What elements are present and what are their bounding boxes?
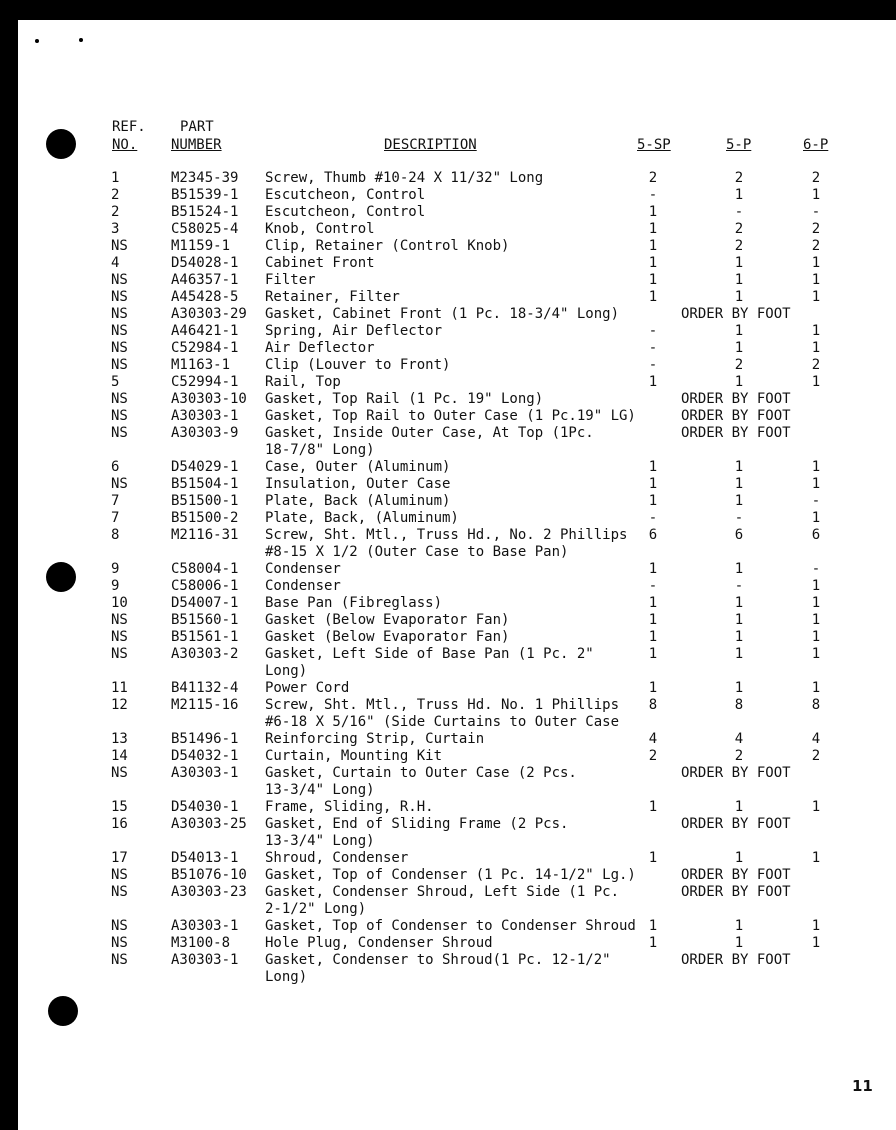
qty-5sp-cell: 1 <box>648 799 658 815</box>
ref-header-line2: NO. <box>112 137 138 153</box>
part-number-cell: A30303-29 <box>171 306 247 322</box>
col-5sp-header: 5-SP <box>637 137 671 153</box>
description-cell: Gasket, Top Rail (1 Pc. 19" Long) <box>265 391 544 407</box>
qty-5p-cell: 2 <box>734 748 744 764</box>
part-number-cell: B51560-1 <box>171 612 239 628</box>
ref-no-cell: 6 <box>111 459 120 475</box>
ref-no-cell: 7 <box>111 493 120 509</box>
order-by-foot-cell: ORDER BY FOOT <box>681 816 791 832</box>
part-number-cell: C58025-4 <box>171 221 239 237</box>
qty-6p-cell: 1 <box>811 629 821 645</box>
punch-hole-bottom <box>48 996 78 1026</box>
description-cell: Screw, Sht. Mtl., Truss Hd., No. 2 Phillips <box>265 527 628 543</box>
description-cell: Condenser <box>265 561 341 577</box>
qty-5p-cell: 1 <box>734 476 744 492</box>
qty-5p-cell: 1 <box>734 289 744 305</box>
order-by-foot-cell: ORDER BY FOOT <box>681 867 791 883</box>
description-cell: Retainer, Filter <box>265 289 400 305</box>
part-number-cell: B51504-1 <box>171 476 239 492</box>
qty-5p-cell: - <box>734 510 744 526</box>
qty-6p-cell: 2 <box>811 748 821 764</box>
part-number-cell: C58004-1 <box>171 561 239 577</box>
table-row <box>0 867 896 884</box>
qty-5sp-cell: 8 <box>648 697 658 713</box>
table-row <box>0 374 896 391</box>
ref-no-cell: 9 <box>111 578 120 594</box>
part-number-cell: D54013-1 <box>171 850 239 866</box>
ref-no-cell: NS <box>111 612 128 628</box>
qty-5sp-cell: 1 <box>648 595 658 611</box>
qty-5sp-cell: 1 <box>648 646 658 662</box>
description-cell: Plate, Back, (Aluminum) <box>265 510 459 526</box>
part-number-cell: A30303-10 <box>171 391 247 407</box>
part-number-cell: A30303-23 <box>171 884 247 900</box>
ref-no-cell: NS <box>111 765 128 781</box>
table-row <box>0 884 896 901</box>
description-cell: Gasket, Left Side of Base Pan (1 Pc. 2" <box>265 646 594 662</box>
description-cell: Power Cord <box>265 680 350 696</box>
table-row <box>0 170 896 187</box>
part-number-cell: B51500-2 <box>171 510 239 526</box>
qty-5sp-cell: 1 <box>648 918 658 934</box>
table-row <box>0 935 896 952</box>
qty-5sp-cell: 1 <box>648 374 658 390</box>
part-number-cell: D54032-1 <box>171 748 239 764</box>
table-row <box>0 391 896 408</box>
ref-no-cell: 1 <box>111 170 120 186</box>
qty-5p-cell: 1 <box>734 187 744 203</box>
ref-no-cell: 8 <box>111 527 120 543</box>
description-cell: Gasket, Top of Condenser (1 Pc. 14-1/2" Lg.) <box>265 867 636 883</box>
description-cell: Escutcheon, Control <box>265 187 426 203</box>
ref-header-line1: REF. <box>112 119 146 135</box>
part-number-cell: B51561-1 <box>171 629 239 645</box>
qty-5sp-cell: - <box>648 340 658 356</box>
qty-5p-cell: 1 <box>734 629 744 645</box>
order-by-foot-cell: ORDER BY FOOT <box>681 884 791 900</box>
qty-6p-cell: 1 <box>811 459 821 475</box>
ref-no-cell: NS <box>111 629 128 645</box>
table-row <box>0 697 896 714</box>
qty-5p-cell: 1 <box>734 493 744 509</box>
table-row <box>0 510 896 527</box>
ref-no-cell: NS <box>111 340 128 356</box>
ref-no-cell: 17 <box>111 850 128 866</box>
qty-5p-cell: 1 <box>734 850 744 866</box>
ref-no-cell: NS <box>111 425 128 441</box>
description-cell: Gasket (Below Evaporator Fan) <box>265 629 510 645</box>
qty-5sp-cell: 1 <box>648 238 658 254</box>
qty-6p-cell: - <box>811 493 821 509</box>
table-row <box>0 204 896 221</box>
part-number-cell: B51539-1 <box>171 187 239 203</box>
qty-5p-cell: 1 <box>734 935 744 951</box>
table-row <box>0 493 896 510</box>
qty-5p-cell: 1 <box>734 595 744 611</box>
table-row <box>0 731 896 748</box>
ref-no-cell: NS <box>111 646 128 662</box>
part-number-cell: A30303-1 <box>171 765 239 781</box>
part-number-cell: D54007-1 <box>171 595 239 611</box>
table-row <box>0 408 896 425</box>
part-number-cell: D54028-1 <box>171 255 239 271</box>
description-header: DESCRIPTION <box>384 137 477 153</box>
qty-5p-cell: 1 <box>734 272 744 288</box>
part-number-cell: A46357-1 <box>171 272 239 288</box>
qty-6p-cell: 1 <box>811 612 821 628</box>
qty-5sp-cell: - <box>648 510 658 526</box>
part-number-cell: M2345-39 <box>171 170 239 186</box>
qty-5sp-cell: 1 <box>648 459 658 475</box>
ref-no-cell: NS <box>111 476 128 492</box>
table-row <box>0 476 896 493</box>
description-continuation-text: #8-15 X 1/2 (Outer Case to Base Pan) <box>265 544 569 560</box>
qty-5p-cell: 1 <box>734 646 744 662</box>
table-row <box>0 918 896 935</box>
part-number-cell: A45428-5 <box>171 289 239 305</box>
part-header-line2: NUMBER <box>171 137 222 153</box>
qty-6p-cell: 1 <box>811 272 821 288</box>
qty-6p-cell: 1 <box>811 918 821 934</box>
table-row <box>0 646 896 663</box>
description-cell: Condenser <box>265 578 341 594</box>
qty-5sp-cell: 1 <box>648 289 658 305</box>
qty-5sp-cell: - <box>648 187 658 203</box>
ref-no-cell: 5 <box>111 374 120 390</box>
qty-5sp-cell: 1 <box>648 493 658 509</box>
ref-no-cell: NS <box>111 952 128 968</box>
part-number-cell: B51524-1 <box>171 204 239 220</box>
qty-5p-cell: - <box>734 204 744 220</box>
ref-no-cell: NS <box>111 357 128 373</box>
ref-no-cell: 13 <box>111 731 128 747</box>
order-by-foot-cell: ORDER BY FOOT <box>681 306 791 322</box>
ref-no-cell: 14 <box>111 748 128 764</box>
ref-no-cell: NS <box>111 884 128 900</box>
qty-6p-cell: 1 <box>811 187 821 203</box>
description-cell: Insulation, Outer Case <box>265 476 451 492</box>
qty-5sp-cell: - <box>648 323 658 339</box>
qty-6p-cell: 1 <box>811 323 821 339</box>
table-row <box>0 765 896 782</box>
ref-no-cell: NS <box>111 935 128 951</box>
ref-no-cell: NS <box>111 391 128 407</box>
part-number-cell: M2116-31 <box>171 527 239 543</box>
description-cell: Escutcheon, Control <box>265 204 426 220</box>
description-cell: Spring, Air Deflector <box>265 323 443 339</box>
qty-6p-cell: 1 <box>811 340 821 356</box>
description-cell: Knob, Control <box>265 221 375 237</box>
qty-5p-cell: 1 <box>734 680 744 696</box>
description-continuation <box>0 833 896 850</box>
description-continuation <box>0 969 896 986</box>
part-number-cell: A46421-1 <box>171 323 239 339</box>
part-header-line1: PART <box>180 119 214 135</box>
qty-6p-cell: 2 <box>811 221 821 237</box>
table-row <box>0 850 896 867</box>
qty-6p-cell: 1 <box>811 680 821 696</box>
description-cell: Filter <box>265 272 316 288</box>
ref-no-cell: 4 <box>111 255 120 271</box>
table-row <box>0 561 896 578</box>
qty-5sp-cell: 1 <box>648 272 658 288</box>
ref-no-cell: NS <box>111 323 128 339</box>
qty-5sp-cell: 2 <box>648 748 658 764</box>
description-continuation-text: 18-7/8" Long) <box>265 442 375 458</box>
qty-5sp-cell: 1 <box>648 935 658 951</box>
description-cell: Case, Outer (Aluminum) <box>265 459 451 475</box>
table-row <box>0 578 896 595</box>
qty-5p-cell: 1 <box>734 918 744 934</box>
table-row <box>0 816 896 833</box>
description-cell: Screw, Sht. Mtl., Truss Hd. No. 1 Phillips <box>265 697 620 713</box>
speck-mark <box>35 39 39 43</box>
qty-6p-cell: 1 <box>811 799 821 815</box>
ref-no-cell: 16 <box>111 816 128 832</box>
table-row <box>0 799 896 816</box>
qty-5p-cell: 1 <box>734 561 744 577</box>
ref-no-cell: NS <box>111 408 128 424</box>
table-row <box>0 595 896 612</box>
part-number-cell: A30303-25 <box>171 816 247 832</box>
description-cell: Cabinet Front <box>265 255 375 271</box>
qty-6p-cell: 8 <box>811 697 821 713</box>
qty-5p-cell: 2 <box>734 357 744 373</box>
description-continuation <box>0 901 896 918</box>
qty-5sp-cell: 1 <box>648 561 658 577</box>
qty-5p-cell: 2 <box>734 221 744 237</box>
ref-no-cell: 10 <box>111 595 128 611</box>
ref-no-cell: NS <box>111 238 128 254</box>
description-cell: Gasket, Cabinet Front (1 Pc. 18-3/4" Long) <box>265 306 620 322</box>
part-number-cell: M1163-1 <box>171 357 231 373</box>
table-row <box>0 680 896 697</box>
description-cell: Clip (Louver to Front) <box>265 357 451 373</box>
description-cell: Reinforcing Strip, Curtain <box>265 731 485 747</box>
part-number-cell: M1159-1 <box>171 238 231 254</box>
qty-6p-cell: 1 <box>811 289 821 305</box>
table-row <box>0 459 896 476</box>
qty-6p-cell: - <box>811 561 821 577</box>
ref-no-cell: 2 <box>111 204 120 220</box>
ref-no-cell: 2 <box>111 187 120 203</box>
qty-5p-cell: 1 <box>734 255 744 271</box>
ref-no-cell: 9 <box>111 561 120 577</box>
table-row <box>0 238 896 255</box>
description-cell: Rail, Top <box>265 374 341 390</box>
qty-5sp-cell: 1 <box>648 221 658 237</box>
description-continuation-text: Long) <box>265 969 308 985</box>
speck-mark <box>79 38 83 42</box>
description-continuation-text: 2-1/2" Long) <box>265 901 367 917</box>
description-continuation <box>0 442 896 459</box>
table-row <box>0 289 896 306</box>
description-cell: Screw, Thumb #10-24 X 11/32" Long <box>265 170 544 186</box>
qty-6p-cell: 1 <box>811 510 821 526</box>
qty-6p-cell: 1 <box>811 374 821 390</box>
description-continuation-text: 13-3/4" Long) <box>265 833 375 849</box>
qty-6p-cell: 1 <box>811 646 821 662</box>
description-cell: Base Pan (Fibreglass) <box>265 595 443 611</box>
ref-no-cell: NS <box>111 918 128 934</box>
description-continuation <box>0 663 896 680</box>
description-cell: Gasket, Condenser Shroud, Left Side (1 Pc. <box>265 884 620 900</box>
part-number-cell: A30303-1 <box>171 952 239 968</box>
description-cell: Air Deflector <box>265 340 375 356</box>
part-number-cell: B51500-1 <box>171 493 239 509</box>
description-continuation <box>0 544 896 561</box>
qty-5p-cell: 1 <box>734 612 744 628</box>
qty-5sp-cell: 4 <box>648 731 658 747</box>
ref-no-cell: 7 <box>111 510 120 526</box>
page-number: 11 <box>852 1077 873 1095</box>
qty-6p-cell: 2 <box>811 170 821 186</box>
qty-5p-cell: 1 <box>734 340 744 356</box>
qty-6p-cell: 1 <box>811 850 821 866</box>
description-continuation-text: Long) <box>265 663 308 679</box>
part-number-cell: C58006-1 <box>171 578 239 594</box>
part-number-cell: A30303-2 <box>171 646 239 662</box>
part-number-cell: B41132-4 <box>171 680 239 696</box>
table-row <box>0 187 896 204</box>
qty-6p-cell: - <box>811 204 821 220</box>
ref-no-cell: NS <box>111 867 128 883</box>
description-continuation <box>0 782 896 799</box>
qty-5sp-cell: 1 <box>648 850 658 866</box>
description-cell: Gasket, End of Sliding Frame (2 Pcs. <box>265 816 569 832</box>
qty-5sp-cell: - <box>648 357 658 373</box>
ref-no-cell: NS <box>111 272 128 288</box>
description-cell: Gasket, Top Rail to Outer Case (1 Pc.19" LG) <box>265 408 636 424</box>
part-number-cell: A30303-1 <box>171 408 239 424</box>
col-5p-header: 5-P <box>726 137 752 153</box>
qty-5sp-cell: 1 <box>648 255 658 271</box>
description-cell: Plate, Back (Aluminum) <box>265 493 451 509</box>
part-number-cell: M2115-16 <box>171 697 239 713</box>
qty-5p-cell: 4 <box>734 731 744 747</box>
table-row <box>0 255 896 272</box>
table-row <box>0 272 896 289</box>
qty-6p-cell: 6 <box>811 527 821 543</box>
qty-6p-cell: 4 <box>811 731 821 747</box>
part-number-cell: A30303-9 <box>171 425 239 441</box>
ref-no-cell: 15 <box>111 799 128 815</box>
description-continuation <box>0 714 896 731</box>
qty-5sp-cell: 2 <box>648 170 658 186</box>
description-cell: Gasket (Below Evaporator Fan) <box>265 612 510 628</box>
punch-hole-top <box>46 129 76 159</box>
qty-5sp-cell: 1 <box>648 680 658 696</box>
description-cell: Gasket, Top of Condenser to Condenser Shroud <box>265 918 636 934</box>
table-row <box>0 357 896 374</box>
qty-6p-cell: 2 <box>811 238 821 254</box>
table-row <box>0 340 896 357</box>
part-number-cell: M3100-8 <box>171 935 231 951</box>
qty-5p-cell: - <box>734 578 744 594</box>
table-row <box>0 527 896 544</box>
qty-5p-cell: 2 <box>734 238 744 254</box>
description-cell: Frame, Sliding, R.H. <box>265 799 434 815</box>
order-by-foot-cell: ORDER BY FOOT <box>681 425 791 441</box>
description-cell: Gasket, Inside Outer Case, At Top (1Pc. <box>265 425 594 441</box>
table-row <box>0 425 896 442</box>
qty-6p-cell: 1 <box>811 476 821 492</box>
qty-6p-cell: 1 <box>811 935 821 951</box>
order-by-foot-cell: ORDER BY FOOT <box>681 952 791 968</box>
table-row <box>0 952 896 969</box>
ref-no-cell: 3 <box>111 221 120 237</box>
qty-5sp-cell: - <box>648 578 658 594</box>
description-cell: Gasket, Condenser to Shroud(1 Pc. 12-1/2" <box>265 952 611 968</box>
description-cell: Shroud, Condenser <box>265 850 409 866</box>
description-cell: Gasket, Curtain to Outer Case (2 Pcs. <box>265 765 577 781</box>
description-cell: Curtain, Mounting Kit <box>265 748 443 764</box>
order-by-foot-cell: ORDER BY FOOT <box>681 408 791 424</box>
qty-5p-cell: 1 <box>734 459 744 475</box>
description-cell: Hole Plug, Condenser Shroud <box>265 935 493 951</box>
qty-6p-cell: 1 <box>811 595 821 611</box>
description-cell: Clip, Retainer (Control Knob) <box>265 238 510 254</box>
col-6p-header: 6-P <box>803 137 829 153</box>
qty-5sp-cell: 6 <box>648 527 658 543</box>
qty-6p-cell: 1 <box>811 578 821 594</box>
qty-5sp-cell: 1 <box>648 612 658 628</box>
part-number-cell: C52984-1 <box>171 340 239 356</box>
qty-5p-cell: 8 <box>734 697 744 713</box>
order-by-foot-cell: ORDER BY FOOT <box>681 391 791 407</box>
ref-no-cell: 12 <box>111 697 128 713</box>
ref-no-cell: NS <box>111 289 128 305</box>
table-row <box>0 221 896 238</box>
qty-5p-cell: 1 <box>734 799 744 815</box>
description-continuation-text: #6-18 X 5/16" (Side Curtains to Outer Case <box>265 714 620 730</box>
ref-no-cell: NS <box>111 306 128 322</box>
qty-5sp-cell: 1 <box>648 629 658 645</box>
ref-no-cell: 11 <box>111 680 128 696</box>
qty-5sp-cell: 1 <box>648 476 658 492</box>
qty-5p-cell: 6 <box>734 527 744 543</box>
qty-5p-cell: 1 <box>734 323 744 339</box>
table-row <box>0 306 896 323</box>
qty-5p-cell: 2 <box>734 170 744 186</box>
description-continuation-text: 13-3/4" Long) <box>265 782 375 798</box>
part-number-cell: A30303-1 <box>171 918 239 934</box>
qty-5sp-cell: 1 <box>648 204 658 220</box>
table-row <box>0 748 896 765</box>
table-row <box>0 612 896 629</box>
qty-5p-cell: 1 <box>734 374 744 390</box>
qty-6p-cell: 2 <box>811 357 821 373</box>
table-row <box>0 323 896 340</box>
table-row <box>0 629 896 646</box>
part-number-cell: C52994-1 <box>171 374 239 390</box>
part-number-cell: D54029-1 <box>171 459 239 475</box>
part-number-cell: B51496-1 <box>171 731 239 747</box>
qty-6p-cell: 1 <box>811 255 821 271</box>
order-by-foot-cell: ORDER BY FOOT <box>681 765 791 781</box>
part-number-cell: D54030-1 <box>171 799 239 815</box>
part-number-cell: B51076-10 <box>171 867 247 883</box>
